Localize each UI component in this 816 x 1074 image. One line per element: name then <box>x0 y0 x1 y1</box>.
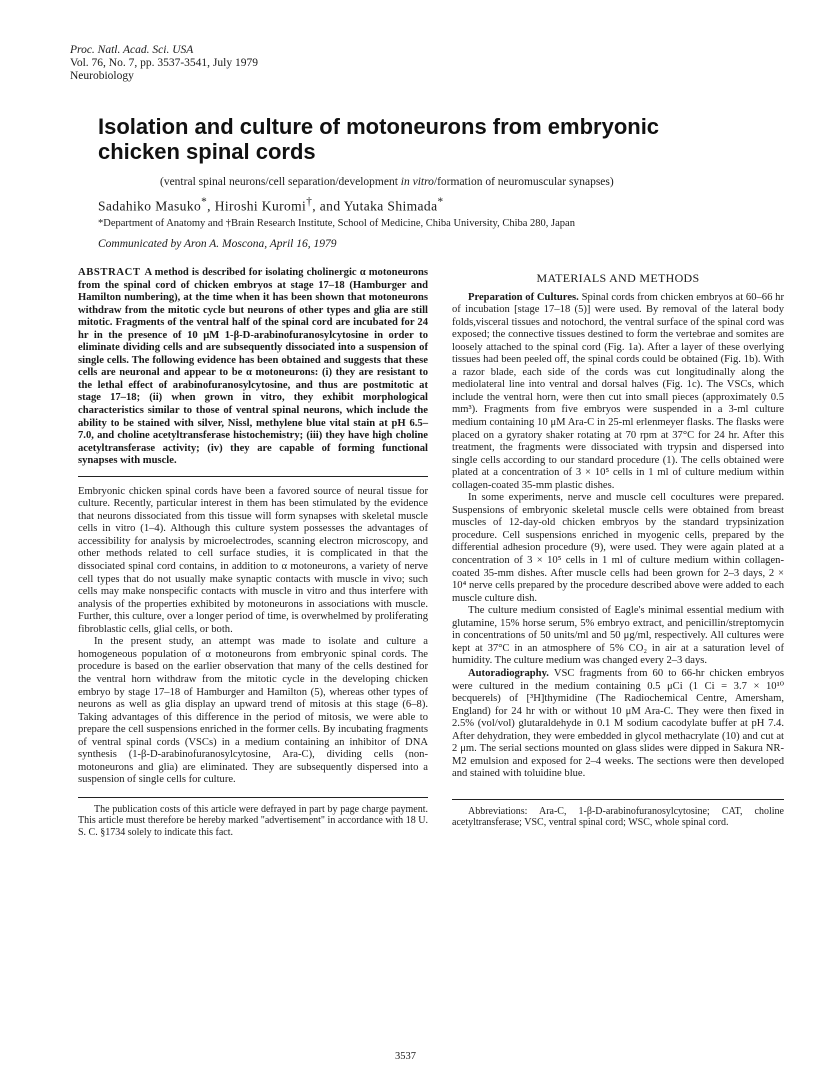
article-title: Isolation and culture of motoneurons from embryonic chicken spinal cords <box>98 114 660 164</box>
subsection-heading: Preparation of Cultures. <box>468 291 579 303</box>
keywords <box>160 176 614 188</box>
author-mark: * <box>201 196 208 208</box>
author-separator: , <box>207 198 215 214</box>
methods-paragraph: In some experiments, nerve and muscle cell cocultures were prepared. Suspensions of embryonic skeletal muscle cells were obtained from breast muscles of 12-day-old chicken embryos by the standard trypsinization procedure. Cell suspensions enriched in myogenic cells, prepared by the differential adhesion procedure (9), were used. They were again plated at a concentration of 3 × 10⁵ cells in 1 ml of culture medium within collagen-coated 35-mm dishes. After muscle cells had been grown for 2–3 days, 2 × 10⁴ nerve cells prepared by the procedure described above were added to each muscle culture dish. <box>452 492 784 604</box>
intro-paragraph: Embryonic chicken spinal cords have been a favored source of neural tissue for culture. Recently, particular interest in them has been stimulated by the evidence that neurons dissociated from this tissue will form synapses with skeletal muscle cells in vitro (1–4). Although this culture system possesses the advantages of accessibility for analysis by microelectrodes, scanning electron microscopy, and other methods related to cell surface studies, it is complicated in that the dissociated spinal cord contains, in addition to α motoneurons, a variety of nerve cell types that do not usually make synaptic contacts with muscle in vivo; such cells may make nonspecific contacts with muscle in vitro and thus interfere with analysis of the properties exhibited by motoneurons in associations with muscle. Further, this culture, over a longer period of time, is overwhelmed by proliferating fibroblastic cells, glial cells, or both. <box>78 485 428 635</box>
author-mark: * <box>437 196 444 208</box>
author-separator: , and <box>312 198 344 214</box>
abstract-label: ABSTRACT <box>78 267 141 278</box>
author-name: Hiroshi Kuromi <box>214 198 307 214</box>
keywords-open: (ventral spinal neurons/cell separation/development <box>160 176 401 188</box>
abbreviations-footnote: Abbreviations: Ara-C, 1-β-D-arabinofuranosylcytosine; CAT, choline acetyltransferase; VSC, ventral spinal cord; WSC, whole spinal cord. <box>452 805 784 829</box>
paragraph-text: Spinal cords from chicken embryos at 60–66 hr of incubation [stage 17–18 (5)] were used. By removal of the lateral body folds,visceral tissues and notochord, the ventral surface of the spinal cord was exposed; the connective tissues destined to form the vertebrae and somites are loosely attached to the spinal cord (Fig. 1a). After a layer of these overlying tissues had been peeled off, the spinal cords could be obtained (Fig. 1b). With a razor blade, each side of the cords was cut longitudinally along the mediolateral line into ventral and dorsal halves (Fig. 1c). The VSCs, which include the ventral horn, were then cut into small pieces (approximately 0.5 mm³). Fragments from five embryos were suspended in a 3-ml culture medium containing 10 μM Ara-C in 25-ml erlenmeyer flasks. The flasks were placed on a gyratory shaker rotating at 70 rpm at 37°C for 24 hr. After this treatment, the fragments were dissociated with trypsin and dispersed into single cells according to our standard procedure (1). The cells obtained were plated at a concentration of 3 × 10⁵ cells in 1 ml of culture medium within collagen-coated 35-mm plastic dishes. <box>452 291 784 491</box>
abbreviations-divider <box>452 799 784 800</box>
affiliation: *Department of Anatomy and †Brain Research Institute, School of Medicine, Chiba University, Chiba 280, Japan <box>98 218 575 229</box>
journal-header <box>70 44 258 83</box>
section-heading: MATERIALS AND METHODS <box>536 271 700 285</box>
author-name: Sadahiko Masuko <box>98 198 202 214</box>
publication-cost-footnote: The publication costs of this article were defrayed in part by page charge payment. This article must therefore be hereby marked "advertisement" in accordance with 18 U. S. C. §1734 solely to indicate this fact. <box>78 803 428 838</box>
methods-paragraph: The culture medium consisted of Eagle's minimal essential medium with glutamine, 15% horse serum, 5% embryo extract, and penicillin/streptomycin in concentrations of 50 units/ml and 50 μg/ml, respectively. All cultures were kept at 37°C in an atmosphere of 5% CO₂ in air at a saturation level of humidity. The culture medium was changed every 2–3 days. <box>452 605 784 667</box>
keywords-italic: in vitro <box>400 176 434 188</box>
author-name: Yutaka Shimada <box>343 198 438 214</box>
journal-name: Proc. Natl. Acad. Sci. USA <box>70 44 194 56</box>
author-mark: † <box>306 196 313 208</box>
subsection-heading: Autoradiography. <box>468 667 549 679</box>
keywords-close: /formation of neuromuscular synapses) <box>433 176 614 188</box>
methods-paragraph <box>452 668 784 781</box>
abstract-text: A method is described for isolating cholinergic α motoneurons from the spinal cord of chicken embryos at stage 17–18 (Hamburger and Hamilton numbering), at the time when it has been shown that motoneurons withdraw from the mitotic cycle but neurons of other types and glia are still mitotic. Fragments of the ventral half of the spinal cord are incubated for 24 hr in the presence of 10 μM 1-β-D-arabinofuranosylcytosine in order to eliminate dividing cells and are subsequently dissociated into a suspension of single cells. The following evidence has been obtained and suggests that these cells are neuronal and appear to be α motoneurons: (i) they are resistant to the lethal effect of arabinofuranosylcytosine, and thus are postmitotic at stage 17–18; (ii) when grown in vitro, they exhibit morphological characteristics similar to those of ventral spinal neurons, which include the ability to be stained with silver, Nissl, methylene blue vital stain at pH 6.5–7.0, and choline acetyltransferase histochemistry; (iii) they have high choline acetyltransferase activity; (iv) they are capable of forming functional synapses with muscle. <box>78 267 428 467</box>
abstract <box>78 267 428 468</box>
communicated-by: Communicated by Aron A. Moscona, April 16, 1979 <box>98 238 337 250</box>
introduction <box>78 486 428 787</box>
abstract-divider <box>78 476 428 477</box>
paragraph-text: VSC fragments from 60 to 66-hr chicken embryos were cultured in the medium containing 0.5 μCi (1 Ci = 3.7 × 10¹⁰ becquerels) of [³H]thymidine (The Radiochemical Centre, Amersham, England) for 24 hr with or without 10 μM Ara-C. They were then fixed in 2.5% (vol/vol) glutaraldehyde in 0.1 M sodium cacodylate buffer at pH 7.4. After dehydration, they were embedded in glycol methacrylate (10) and cut at 2 μm. The serial sections mounted on glass slides were dipped in Sakura NR-M2 emulsion and exposed for 2–4 weeks. The sections were then developed and stained with toluidine blue. <box>452 667 784 780</box>
author-list <box>98 196 444 215</box>
page-number: 3537 <box>395 1051 416 1062</box>
left-column <box>78 267 428 838</box>
journal-section: Neurobiology <box>70 70 134 82</box>
methods-paragraph <box>452 292 784 493</box>
footnote-divider <box>78 797 428 798</box>
intro-paragraph: In the present study, an attempt was made to isolate and culture a homogeneous population of α motoneurons from embryonic spinal cords. The procedure is based on the earlier observation that many of the cells destined for the ventral horn withdraw from the mitotic cycle in the developing chicken embryo by stage 17–18 of Hamburger and Hamilton (5), whereas other types of neurons as well as glia display an upward trend of mitosis at this stage (6–8). Taking advantages of this difference in the period of mitosis, we were able to prepare the cell suspensions enriched in the former cells. By incubating fragments of ventral spinal cords (VSCs) in a medium containing an inhibitor of DNA synthesis (1-β-D-arabinofuranosylcytosine, Ara-C), dividing cells (non-motoneurons and glia) are eliminated. They are subsequently dispersed into a suspension of single cells for culture. <box>78 636 428 786</box>
right-column <box>452 267 784 829</box>
journal-volume: Vol. 76, No. 7, pp. 3537-3541, July 1979 <box>70 57 258 69</box>
